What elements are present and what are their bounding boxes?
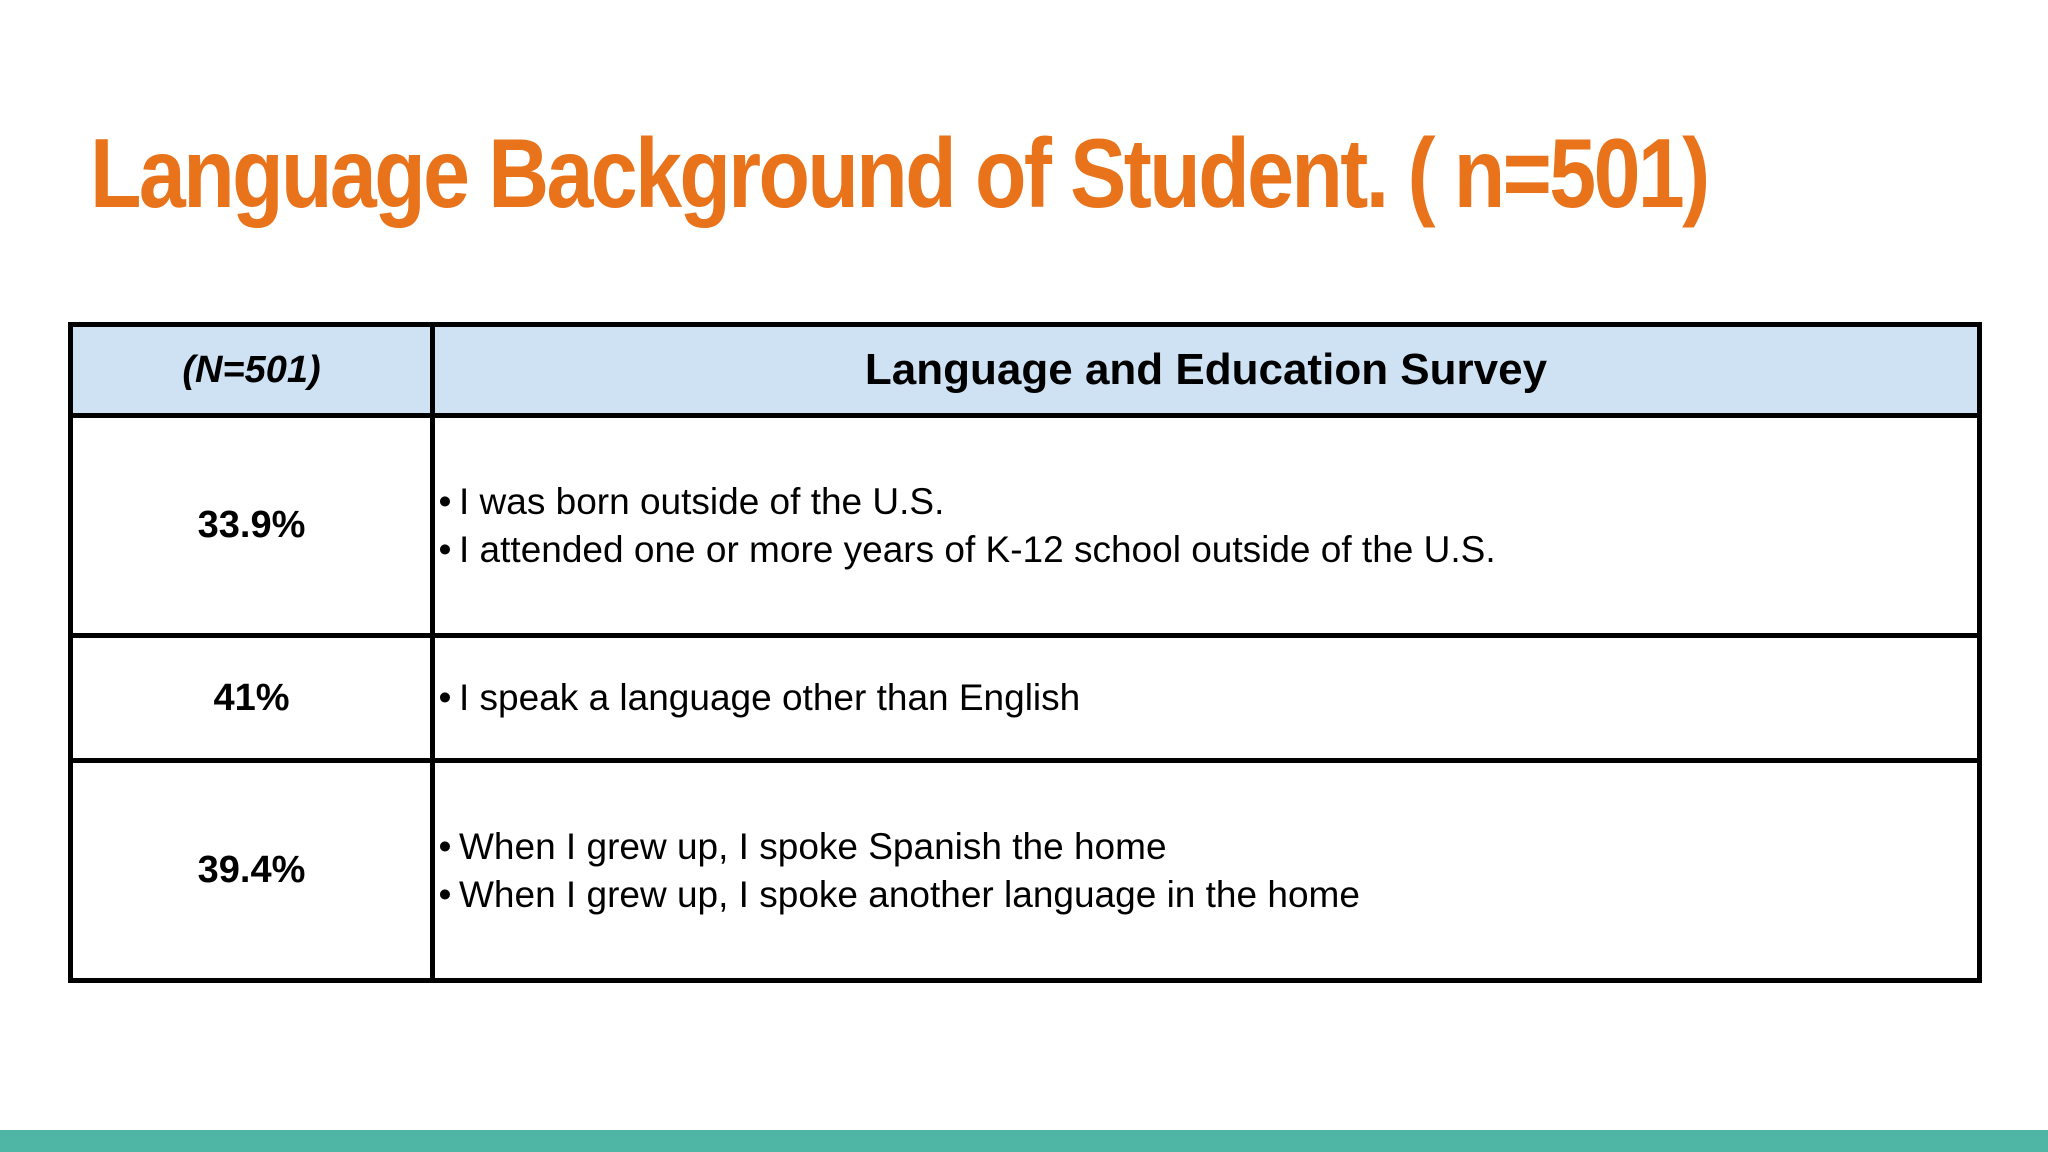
bullet-icon: • xyxy=(438,825,452,867)
bullet-icon: • xyxy=(438,480,452,522)
slide-title: Language Background of Student. ( n=501) xyxy=(90,118,1708,228)
list-item xyxy=(435,871,1977,919)
bullet-icon: • xyxy=(438,677,452,718)
bullet-list xyxy=(435,478,1977,574)
bullet-icon: • xyxy=(438,528,452,570)
table-row xyxy=(71,636,1980,761)
percent-cell: 41% xyxy=(71,636,433,761)
header-n-label: (N=501) xyxy=(71,325,433,416)
description-cell xyxy=(433,416,1980,636)
bullet-list xyxy=(435,674,1977,722)
list-item-text: I was born outside of the U.S. xyxy=(459,480,945,522)
table-row xyxy=(71,416,1980,636)
description-cell xyxy=(433,761,1980,981)
list-item-text: When I grew up, I spoke another language in the home xyxy=(459,873,1360,915)
header-survey-label: Language and Education Survey xyxy=(433,325,1980,416)
percent-cell: 39.4% xyxy=(71,761,433,981)
table-header-row xyxy=(71,325,1980,416)
bullet-list xyxy=(435,823,1977,919)
list-item xyxy=(435,478,1977,526)
list-item xyxy=(435,823,1977,871)
percent-cell: 33.9% xyxy=(71,416,433,636)
table-row xyxy=(71,761,1980,981)
list-item xyxy=(435,526,1977,574)
survey-table xyxy=(68,322,1982,983)
bullet-icon: • xyxy=(438,873,452,915)
list-item-text: I speak a language other than English xyxy=(459,677,1081,718)
list-item-text: I attended one or more years of K-12 school outside of the U.S. xyxy=(459,528,1496,570)
list-item xyxy=(435,674,1977,722)
description-cell xyxy=(433,636,1980,761)
bottom-accent-bar xyxy=(0,1130,2048,1152)
list-item-text: When I grew up, I spoke Spanish the home xyxy=(459,825,1167,867)
